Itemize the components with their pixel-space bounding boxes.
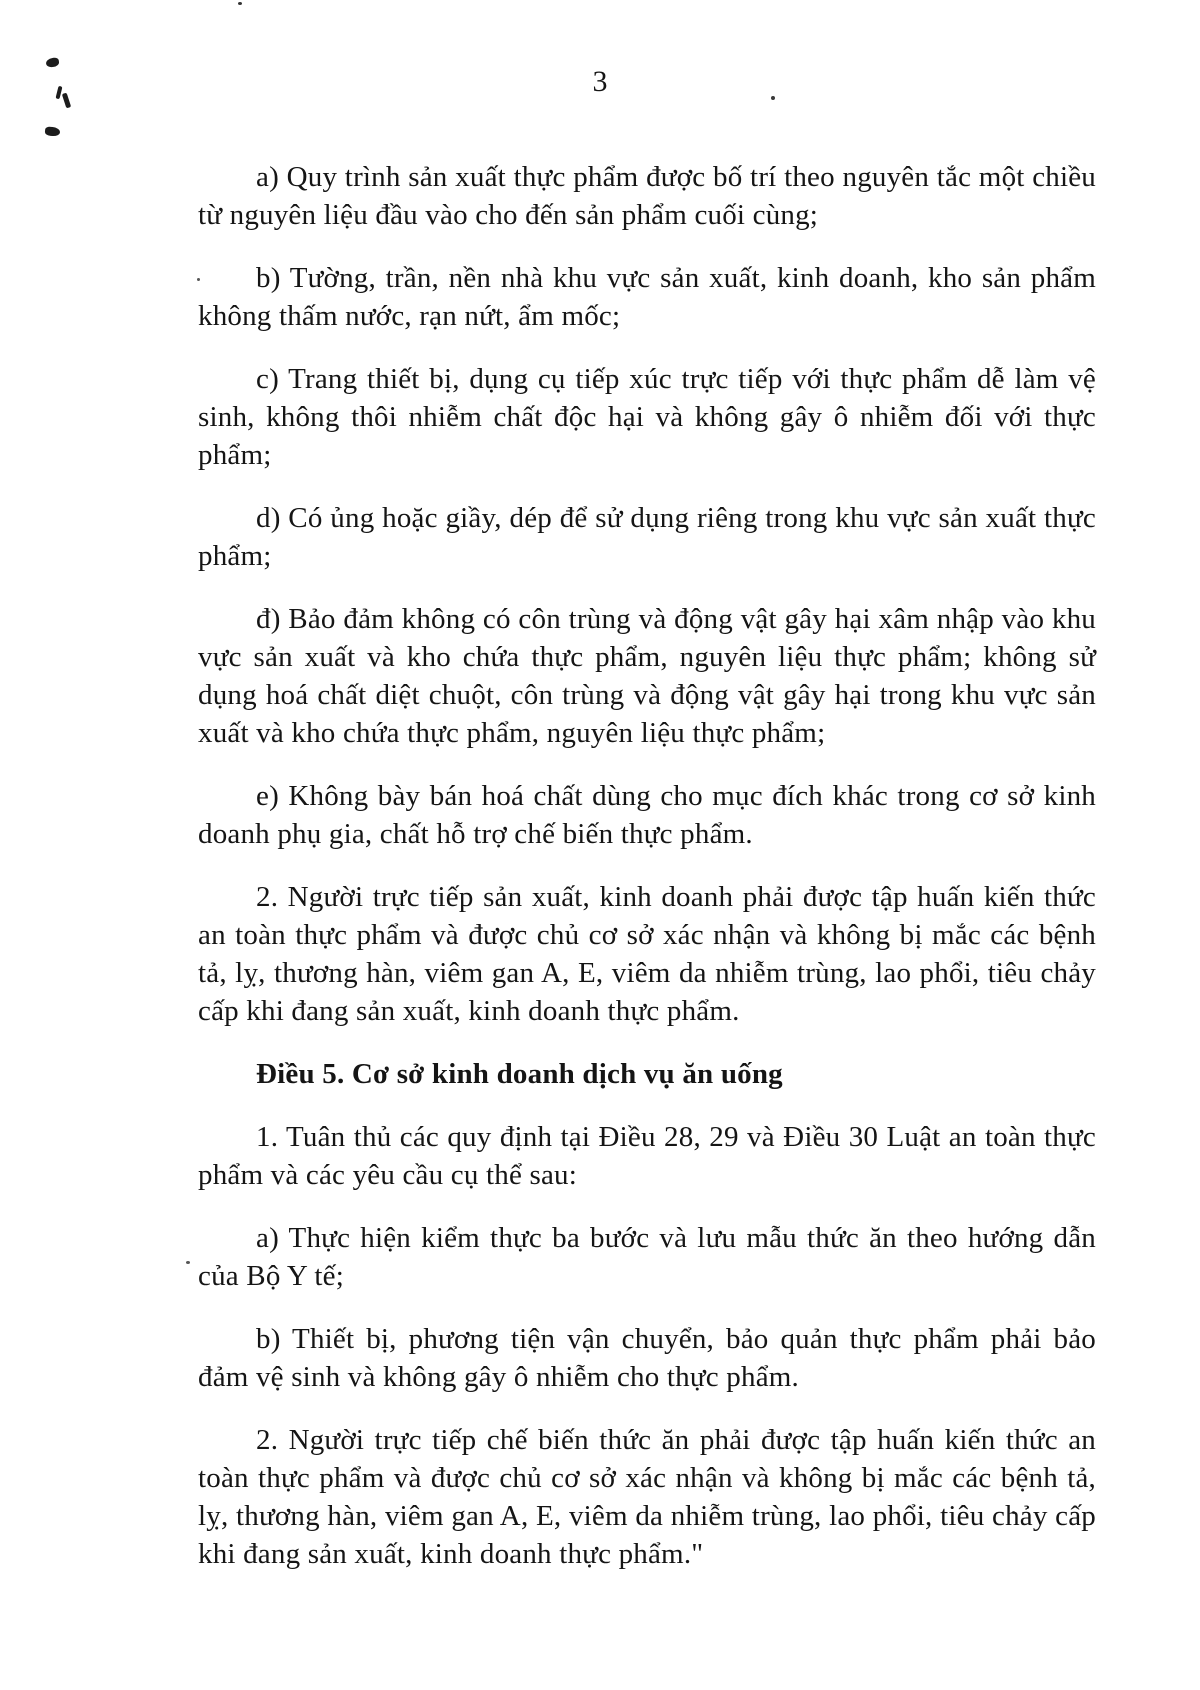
article-5-heading: Điều 5. Cơ sở kinh doanh dịch vụ ăn uống (256, 1058, 783, 1090)
paragraph-point-dd: đ) Bảo đảm không có côn trùng và động vật gây hại xâm nhập vào khu vực sản xuất và kho chứa thực phẩm, nguyên liệu thực phẩm; không sử dụng hoá chất diệt chuột, côn trùng và động vật gây hại trong khu vực sản xuất và kho chứa thực phẩm, nguyên liệu thực phẩm; (198, 603, 1096, 749)
paragraph-article5-clause-1: 1. Tuân thủ các quy định tại Điều 28, 29 và Điều 30 Luật an toàn thực phẩm và các yêu cầu cụ thể sau: (198, 1121, 1096, 1191)
paragraph-article5-clause-2: 2. Người trực tiếp chế biến thức ăn phải được tập huấn kiến thức an toàn thực phẩm và được chủ cơ sở xác nhận và không bị mắc các bệnh tả, lỵ, thương hàn, viêm gan A, E, viêm da nhiễm trùng, lao phổi, tiêu chảy cấp khi đang sản xuất, kinh doanh thực phẩm." (198, 1424, 1096, 1570)
document-body (198, 158, 1096, 1573)
page-number: 3 (592, 65, 608, 98)
ink-speck (45, 126, 61, 136)
paragraph-point-b: b) Tường, trần, nền nhà khu vực sản xuất, kinh doanh, kho sản phẩm không thấm nước, rạn nứt, ẩm mốc; (198, 262, 1096, 332)
ink-speck (186, 1261, 190, 1264)
paragraph-point-d: d) Có ủng hoặc giầy, dép để sử dụng riêng trong khu vực sản xuất thực phẩm; (198, 502, 1096, 572)
paragraph-clause-2: 2. Người trực tiếp sản xuất, kinh doanh phải được tập huấn kiến thức an toàn thực phẩm và được chủ cơ sở xác nhận và không bị mắc các bệnh tả, lỵ, thương hàn, viêm gan A, E, viêm da nhiễm trùng, lao phổi, tiêu chảy cấp khi đang sản xuất, kinh doanh thực phẩm. (198, 881, 1096, 1027)
paragraph-point-c: c) Trang thiết bị, dụng cụ tiếp xúc trực tiếp với thực phẩm dễ làm vệ sinh, không thôi nhiễm chất độc hại và không gây ô nhiễm đối với thực phẩm; (198, 363, 1096, 471)
paragraph-point-a: a) Quy trình sản xuất thực phẩm được bố trí theo nguyên tắc một chiều từ nguyên liệu đầu vào cho đến sản phẩm cuối cùng; (198, 161, 1096, 231)
paragraph-article5-point-a: a) Thực hiện kiểm thực ba bước và lưu mẫu thức ăn theo hướng dẫn của Bộ Y tế; (198, 1222, 1096, 1292)
ink-speck (238, 2, 242, 5)
paragraph-article5-point-b: b) Thiết bị, phương tiện vận chuyển, bảo quản thực phẩm phải bảo đảm vệ sinh và không gây ô nhiễm cho thực phẩm. (198, 1323, 1096, 1393)
paragraph-point-e: e) Không bày bán hoá chất dùng cho mục đích khác trong cơ sở kinh doanh phụ gia, chất hỗ trợ chế biến thực phẩm. (198, 780, 1096, 850)
